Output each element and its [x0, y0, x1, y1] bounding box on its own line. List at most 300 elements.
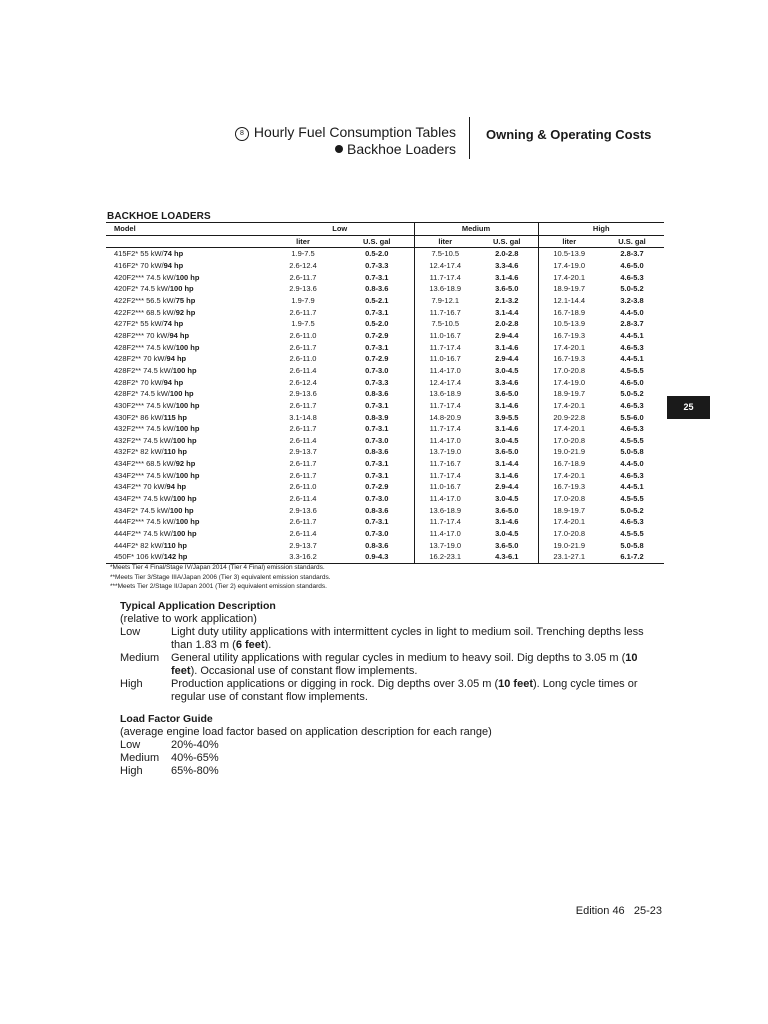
medium-liter-cell: 7.5-10.5 [414, 318, 476, 330]
high-gal-cell: 3.2-3.8 [620, 295, 644, 305]
high-gal-cell: 4.4-5.1 [620, 354, 644, 364]
model-name: 430F2* 86 kW/ [114, 412, 164, 422]
high-gal-cell: 5.0-5.8 [620, 540, 644, 550]
table-row [106, 551, 664, 563]
high-liter-cell: 19.0-21.9 [538, 446, 600, 458]
high-gal-cell: 6.1-7.2 [600, 551, 664, 563]
application-title: Typical Application Description [120, 600, 276, 612]
table-row [106, 446, 664, 458]
high-gal-cell: 4.6-5.0 [620, 377, 644, 387]
application-label: High [120, 678, 143, 690]
low-gal-cell: 0.7-3.3 [365, 260, 389, 270]
model-name: 428F2* 70 kW/ [114, 377, 164, 387]
high-liter-cell: 17.4-20.1 [538, 400, 600, 412]
load-factor-title: Load Factor Guide [120, 713, 213, 725]
medium-gal-cell: 3.3-4.6 [495, 260, 519, 270]
medium-liter-cell: 11.7-16.7 [414, 458, 476, 470]
model-horsepower: 100 hp [172, 529, 197, 539]
model-name: 416F2* 70 kW/ [114, 260, 164, 270]
fuel-consumption-table-wrap [106, 223, 664, 564]
model-name: 428F2*** 74.5 kW/ [114, 342, 176, 352]
low-liter-cell: 2.9-13.6 [289, 505, 317, 515]
application-text-part: ). Occasional use of constant flow implements. [190, 665, 418, 677]
high-gal-cell: 5.0-5.2 [620, 389, 644, 399]
blank-header-cell [106, 235, 266, 248]
table-row [106, 295, 664, 307]
high-liter-cell: 16.7-19.3 [538, 353, 600, 365]
application-text-part: ). [264, 639, 272, 651]
model-horsepower: 92 hp [175, 459, 196, 469]
load-factor-label: High [120, 765, 143, 777]
model-horsepower: 94 hp [169, 330, 190, 340]
model-cell [106, 551, 266, 563]
high-gal-cell: 4.6-5.3 [620, 400, 644, 410]
low-liter-cell: 2.6-11.0 [289, 354, 317, 364]
section-heading: Owning & Operating Costs [486, 127, 652, 142]
application-label: Low [120, 626, 141, 638]
load-factor-value: 20%-40% [171, 739, 219, 751]
model-horsepower: 74 hp [163, 319, 184, 329]
model-name: 434F2* 74.5 kW/ [114, 505, 170, 515]
medium-liter-cell: 13.7-19.0 [414, 540, 476, 552]
model-horsepower: 110 hp [163, 447, 187, 457]
medium-liter-cell: 11.4-17.0 [414, 528, 476, 540]
table-title: BACKHOE LOADERS [107, 211, 211, 222]
model-name: 432F2** 74.5 kW/ [114, 435, 173, 445]
model-horsepower: 110 hp [163, 540, 187, 550]
medium-liter-cell: 11.4-17.0 [414, 493, 476, 505]
model-cell [106, 540, 266, 552]
low-liter-cell: 2.6-11.0 [289, 482, 317, 492]
model-name: 428F2** 70 kW/ [114, 354, 167, 364]
medium-liter-cell: 11.7-17.4 [414, 400, 476, 412]
high-liter-header: liter [538, 235, 600, 248]
model-cell [106, 342, 266, 354]
low-gal-cell: 0.9-4.3 [340, 551, 414, 563]
model-cell [106, 365, 266, 377]
low-gal-cell: 0.8-3.6 [365, 505, 389, 515]
model-horsepower: 92 hp [175, 307, 196, 317]
medium-liter-cell: 11.7-16.7 [414, 307, 476, 319]
model-cell [106, 505, 266, 517]
medium-liter-cell: 11.4-17.0 [414, 435, 476, 447]
table-row [106, 365, 664, 377]
low-gal-cell: 0.7-3.1 [365, 272, 389, 282]
model-horsepower: 100 hp [175, 272, 200, 282]
high-liter-cell: 17.0-20.8 [538, 365, 600, 377]
edition-label: Edition 46 [575, 905, 625, 917]
high-gal-cell: 4.6-5.3 [620, 424, 644, 434]
high-liter-cell: 17.4-19.0 [538, 260, 600, 272]
model-name: 434F2*** 68.5 kW/ [114, 459, 176, 469]
model-horsepower: 100 hp [175, 342, 200, 352]
model-cell [106, 388, 266, 400]
medium-liter-cell: 7.5-10.5 [414, 248, 476, 260]
model-horsepower: 94 hp [163, 377, 184, 387]
high-liter-cell: 18.9-19.7 [538, 505, 600, 517]
low-liter-cell: 2.6-11.4 [289, 365, 317, 375]
load-factor-item [120, 752, 660, 765]
model-horsepower: 100 hp [175, 470, 200, 480]
table-row [106, 423, 664, 435]
high-liter-cell: 17.4-20.1 [538, 516, 600, 528]
medium-gal-cell: 3.6-5.0 [495, 540, 519, 550]
high-liter-cell: 16.7-18.9 [538, 458, 600, 470]
model-horsepower: 94 hp [166, 354, 187, 364]
model-cell [106, 400, 266, 412]
model-name: 428F2* 74.5 kW/ [114, 389, 170, 399]
low-gal-cell: 0.7-3.1 [365, 307, 389, 317]
medium-liter-cell: 12.4-17.4 [414, 260, 476, 272]
model-name: 420F2*** 74.5 kW/ [114, 272, 176, 282]
medium-gal-cell: 3.1-4.4 [495, 307, 519, 317]
medium-gal-cell: 3.1-4.6 [495, 400, 519, 410]
model-cell [106, 481, 266, 493]
table-row [106, 435, 664, 447]
medium-liter-cell: 11.0-16.7 [414, 353, 476, 365]
load-factor-item [120, 765, 660, 778]
medium-gal-cell: 3.1-4.6 [495, 424, 519, 434]
medium-liter-cell: 11.7-17.4 [414, 272, 476, 284]
low-liter-cell: 2.9-13.7 [289, 447, 317, 457]
chapter-heading [235, 124, 456, 158]
application-text-part: ). Long cycle times or regular use of constant flow implements. [171, 678, 638, 703]
application-text-part: Production applications or digging in rock. Dig depths over 3.05 m ( [171, 678, 499, 690]
model-name: 430F2*** 74.5 kW/ [114, 400, 176, 410]
medium-gal-cell: 3.0-4.5 [495, 529, 519, 539]
medium-liter-header: liter [414, 235, 476, 248]
model-cell [106, 446, 266, 458]
medium-gal-cell: 3.1-4.6 [495, 470, 519, 480]
medium-gal-cell: 3.0-4.5 [495, 365, 519, 375]
model-name: 450F* 106 kW/ [114, 552, 164, 562]
application-text-bold: 6 feet [235, 639, 265, 651]
high-group-header: High [538, 223, 664, 235]
medium-liter-cell: 13.7-19.0 [414, 446, 476, 458]
low-liter-cell: 2.6-11.7 [289, 400, 317, 410]
low-gal-cell: 0.7-3.1 [365, 424, 389, 434]
high-gal-cell: 2.8-3.7 [620, 319, 644, 329]
medium-liter-cell: 11.7-17.4 [414, 470, 476, 482]
low-liter-cell: 2.6-11.7 [289, 342, 317, 352]
high-gal-cell: 4.4-5.1 [620, 482, 644, 492]
table-footnotes [110, 563, 331, 592]
model-name: 428F2*** 70 kW/ [114, 330, 170, 340]
model-name: 432F2*** 74.5 kW/ [114, 424, 176, 434]
medium-liter-cell: 11.0-16.7 [414, 330, 476, 342]
medium-liter-cell: 11.7-17.4 [414, 423, 476, 435]
chapter-title: Hourly Fuel Consumption Tables [253, 124, 456, 140]
low-gal-cell: 0.8-3.6 [365, 447, 389, 457]
low-liter-cell: 2.6-11.4 [289, 494, 317, 504]
medium-gal-cell: 3.6-5.0 [495, 447, 519, 457]
medium-gal-cell: 3.6-5.0 [495, 284, 519, 294]
model-cell [106, 423, 266, 435]
low-gal-cell: 0.7-3.1 [365, 517, 389, 527]
high-liter-cell: 17.0-20.8 [538, 435, 600, 447]
medium-gal-cell: 2.9-4.4 [495, 330, 519, 340]
model-name: 432F2* 82 kW/ [114, 447, 164, 457]
application-item [120, 678, 660, 704]
model-cell [106, 528, 266, 540]
table-row [106, 540, 664, 552]
low-gal-header: U.S. gal [340, 235, 414, 248]
model-horsepower: 100 hp [172, 435, 197, 445]
high-liter-cell: 16.7-18.9 [538, 307, 600, 319]
low-gal-cell: 0.7-3.1 [365, 342, 389, 352]
low-gal-cell: 0.7-3.0 [365, 494, 389, 504]
table-row [106, 342, 664, 354]
high-liter-cell: 18.9-19.7 [538, 283, 600, 295]
model-cell [106, 307, 266, 319]
model-cell [106, 435, 266, 447]
application-text [171, 652, 660, 678]
table-row [106, 353, 664, 365]
high-liter-cell: 17.4-19.0 [538, 377, 600, 389]
medium-gal-cell: 2.9-4.4 [495, 354, 519, 364]
model-cell [106, 283, 266, 295]
medium-liter-cell: 13.6-18.9 [414, 283, 476, 295]
medium-gal-cell: 3.0-4.5 [495, 435, 519, 445]
model-horsepower: 100 hp [175, 517, 200, 527]
model-name: 434F2** 70 kW/ [114, 482, 167, 492]
application-text-bold: 10 feet [171, 652, 638, 677]
table-row [106, 412, 664, 424]
high-liter-cell: 19.0-21.9 [538, 540, 600, 552]
low-gal-cell: 0.7-3.0 [365, 529, 389, 539]
high-gal-cell: 4.5-5.5 [620, 365, 644, 375]
model-horsepower: 100 hp [172, 494, 197, 504]
model-horsepower: 142 hp [163, 552, 188, 562]
high-liter-cell: 16.7-19.3 [538, 481, 600, 493]
low-liter-cell: 2.6-11.7 [289, 424, 317, 434]
medium-liter-cell: 11.7-17.4 [414, 342, 476, 354]
medium-liter-cell: 7.9-12.1 [414, 295, 476, 307]
high-liter-cell: 17.0-20.8 [538, 493, 600, 505]
low-gal-cell: 0.8-3.6 [365, 284, 389, 294]
model-horsepower: 94 hp [163, 260, 184, 270]
footnote: **Meets Tier 3/Stage IIIA/Japan 2006 (Tier 3) equivalent emission standards. [110, 573, 331, 581]
high-gal-header: U.S. gal [600, 235, 664, 248]
low-liter-cell: 1.9-7.5 [291, 319, 315, 329]
model-cell [106, 493, 266, 505]
application-subtitle: (relative to work application) [120, 613, 257, 625]
low-liter-cell: 2.6-11.4 [289, 529, 317, 539]
high-liter-cell: 20.9-22.8 [538, 412, 600, 424]
low-gal-cell: 0.7-3.0 [365, 365, 389, 375]
table-row [106, 458, 664, 470]
medium-gal-cell: 3.0-4.5 [495, 494, 519, 504]
medium-liter-cell: 12.4-17.4 [414, 377, 476, 389]
footnote: *Meets Tier 4 Final/Stage IV/Japan 2014 (Tier 4 Final) emission standards. [110, 564, 325, 571]
high-liter-cell: 17.4-20.1 [538, 272, 600, 284]
table-row [106, 528, 664, 540]
model-cell [106, 516, 266, 528]
table-row [106, 400, 664, 412]
high-gal-cell: 4.5-5.5 [620, 529, 644, 539]
low-gal-cell: 0.7-2.9 [365, 330, 389, 340]
table-row [106, 248, 664, 260]
low-liter-cell: 2.6-12.4 [289, 260, 317, 270]
high-liter-cell: 23.1-27.1 [538, 551, 600, 563]
high-liter-cell: 17.4-20.1 [538, 423, 600, 435]
low-gal-cell: 0.7-2.9 [365, 482, 389, 492]
high-gal-cell: 5.0-5.8 [620, 447, 644, 457]
load-factor-value: 65%-80% [171, 765, 219, 777]
model-horsepower: 100 hp [175, 424, 200, 434]
high-gal-cell: 4.4-5.0 [620, 459, 644, 469]
medium-gal-cell: 3.1-4.6 [495, 342, 519, 352]
spacer [120, 704, 660, 713]
low-gal-cell: 0.7-3.1 [365, 470, 389, 480]
table-row [106, 516, 664, 528]
high-liter-cell: 16.7-19.3 [538, 330, 600, 342]
medium-gal-cell: 2.0-2.8 [495, 319, 519, 329]
load-factor-label: Medium [120, 752, 160, 764]
model-horsepower: 75 hp [175, 295, 196, 305]
high-liter-cell: 10.5-13.9 [538, 248, 600, 260]
model-name: 434F2*** 74.5 kW/ [114, 470, 176, 480]
low-gal-cell: 0.7-3.1 [365, 400, 389, 410]
medium-gal-cell: 2.9-4.4 [495, 482, 519, 492]
table-row [106, 377, 664, 389]
model-cell [106, 248, 266, 260]
medium-gal-cell: 3.9-5.5 [495, 412, 519, 422]
low-liter-cell: 2.6-12.4 [289, 377, 317, 387]
high-gal-cell: 4.6-5.3 [620, 272, 644, 282]
header-divider [469, 117, 470, 159]
model-name: 428F2** 74.5 kW/ [114, 365, 173, 375]
model-horsepower: 100 hp [172, 365, 197, 375]
table-body [106, 248, 664, 564]
medium-gal-cell: 3.1-4.4 [495, 459, 519, 469]
medium-gal-cell: 3.3-4.6 [495, 377, 519, 387]
medium-liter-cell: 13.6-18.9 [414, 388, 476, 400]
low-liter-cell: 2.6-11.4 [289, 435, 317, 445]
low-gal-cell: 0.7-3.3 [365, 377, 389, 387]
high-liter-cell: 10.5-13.9 [538, 318, 600, 330]
table-row [106, 330, 664, 342]
model-cell [106, 295, 266, 307]
section-number-badge: 8 [235, 127, 249, 141]
model-horsepower: 94 hp [166, 482, 187, 492]
high-gal-cell: 4.5-5.5 [620, 494, 644, 504]
application-text-part: General utility applications with regular cycles in medium to heavy soil. Dig depths to 3.05 m ( [171, 652, 626, 664]
high-liter-cell: 18.9-19.7 [538, 388, 600, 400]
table-row [106, 260, 664, 272]
application-text-part: Light duty utility applications with intermittent cycles in light to medium soil. Trenching depths less than 1.83 m ( [171, 626, 644, 651]
high-gal-cell: 4.6-5.3 [620, 470, 644, 480]
model-name: 422F2*** 68.5 kW/ [114, 307, 176, 317]
high-gal-cell: 4.4-5.0 [620, 307, 644, 317]
high-gal-cell: 4.6-5.3 [620, 342, 644, 352]
model-cell [106, 353, 266, 365]
high-gal-cell: 5.0-5.2 [620, 284, 644, 294]
low-liter-cell: 3.1-14.8 [289, 412, 317, 422]
application-item [120, 626, 660, 652]
low-gal-cell: 0.5-2.0 [365, 249, 389, 259]
medium-liter-cell: 11.0-16.7 [414, 481, 476, 493]
chapter-subtitle-line [235, 141, 456, 158]
application-text [171, 626, 660, 652]
bullet-icon [335, 145, 343, 153]
chapter-title-line [235, 124, 456, 141]
medium-gal-cell: 3.1-4.6 [495, 272, 519, 282]
medium-gal-cell: 3.6-5.0 [495, 389, 519, 399]
high-gal-cell: 2.8-3.7 [620, 249, 644, 259]
model-cell [106, 272, 266, 284]
application-text-bold: 10 feet [498, 678, 533, 690]
medium-gal-cell: 3.1-4.6 [495, 517, 519, 527]
model-horsepower: 100 hp [169, 389, 194, 399]
page-footer [576, 905, 662, 917]
low-liter-cell: 1.9-7.9 [291, 295, 315, 305]
medium-gal-header: U.S. gal [476, 235, 538, 248]
low-gal-cell: 0.5-2.1 [365, 295, 389, 305]
table-row [106, 283, 664, 295]
low-gal-cell: 0.7-3.0 [365, 435, 389, 445]
low-liter-cell: 2.9-13.7 [289, 540, 317, 550]
high-liter-cell: 17.0-20.8 [538, 528, 600, 540]
table-row [106, 307, 664, 319]
low-gal-cell: 0.8-3.9 [365, 412, 389, 422]
model-cell [106, 260, 266, 272]
application-label: Medium [120, 652, 160, 664]
low-liter-cell: 1.9-7.5 [291, 249, 315, 259]
table-group-header [106, 223, 664, 235]
table-row [106, 272, 664, 284]
low-liter-cell: 2.6-11.7 [289, 459, 317, 469]
model-horsepower: 115 hp [163, 412, 187, 422]
model-horsepower: 74 hp [163, 249, 184, 259]
model-cell [106, 412, 266, 424]
model-cell [106, 318, 266, 330]
low-gal-cell: 0.8-3.6 [365, 389, 389, 399]
application-item [120, 652, 660, 678]
low-liter-cell: 2.6-11.7 [289, 517, 317, 527]
load-factor-item [120, 739, 660, 752]
load-factor-value: 40%-65% [171, 752, 219, 764]
model-column-header: Model [106, 223, 266, 235]
model-horsepower: 100 hp [169, 505, 194, 515]
medium-gal-cell: 4.3-6.1 [476, 551, 538, 563]
high-gal-cell: 4.5-5.5 [620, 435, 644, 445]
high-gal-cell: 4.6-5.0 [620, 260, 644, 270]
model-horsepower: 100 hp [175, 400, 200, 410]
low-liter-cell: 2.6-11.7 [289, 470, 317, 480]
page-number: 25-23 [633, 905, 662, 917]
low-liter-cell: 2.9-13.6 [289, 389, 317, 399]
medium-gal-cell: 2.0-2.8 [495, 249, 519, 259]
low-group-header: Low [266, 223, 414, 235]
model-name: 444F2*** 74.5 kW/ [114, 517, 176, 527]
low-liter-cell: 2.9-13.6 [289, 284, 317, 294]
medium-liter-cell: 14.8-20.9 [414, 412, 476, 424]
medium-liter-cell: 13.6-18.9 [414, 505, 476, 517]
low-liter-cell: 2.6-11.0 [289, 330, 317, 340]
low-gal-cell: 0.8-3.6 [365, 540, 389, 550]
medium-group-header: Medium [414, 223, 538, 235]
low-liter-cell: 3.3-16.2 [266, 551, 340, 563]
load-factor-label: Low [120, 739, 141, 751]
table-unit-header [106, 235, 664, 248]
model-cell [106, 470, 266, 482]
low-liter-cell: 2.6-11.7 [289, 272, 317, 282]
model-cell [106, 458, 266, 470]
model-name: 427F2* 55 kW/ [114, 319, 164, 329]
model-name: 434F2** 74.5 kW/ [114, 494, 173, 504]
high-gal-cell: 4.6-5.3 [620, 517, 644, 527]
